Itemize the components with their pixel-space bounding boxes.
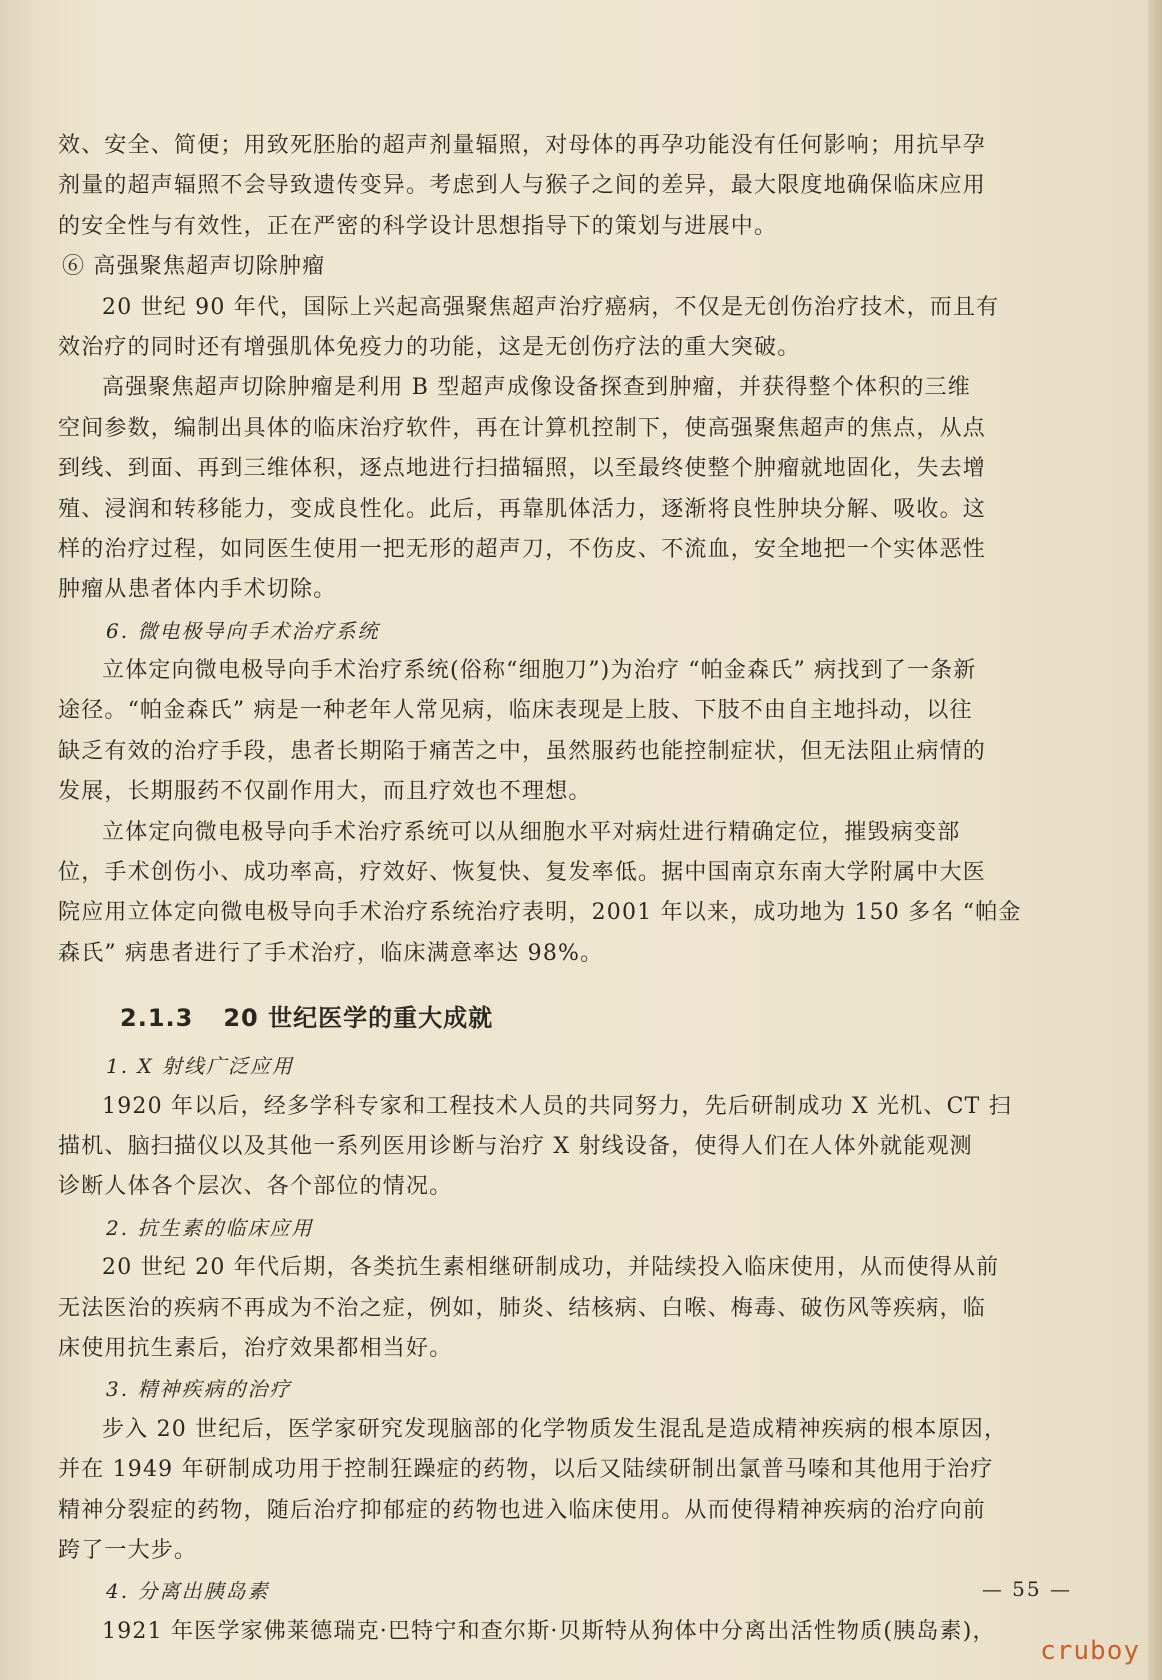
- body-line: 跨了一大步。: [58, 1537, 198, 1563]
- body-line: 的安全性与有效性，正在严密的科学设计思想指导下的策划与进展中。: [58, 213, 778, 239]
- body-line: 步入 20 世纪后，医学家研究发现脑部的化学物质发生混乱是造成精神疾病的根本原因，: [102, 1416, 1008, 1442]
- watermark: cruboy: [1040, 1636, 1140, 1666]
- subheading-xray: 1. X 射线广泛应用: [106, 1054, 295, 1079]
- body-line: 森氏” 病患者进行了手术治疗，临床满意率达 98%。: [58, 940, 604, 966]
- subheading-microelectrode: 6. 微电极导向手术治疗系统: [106, 618, 380, 643]
- body-line: 肿瘤从患者体内手术切除。: [58, 577, 337, 603]
- body-line: 1920 年以后，经多学科专家和工程技术人员的共同努力，先后研制成功 X 光机、CT 扫: [102, 1093, 1012, 1119]
- body-line: 空间参数，编制出具体的临床治疗软件，再在计算机控制下，使高强聚焦超声的焦点，从点: [58, 415, 987, 441]
- body-line: 20 世纪 20 年代后期，各类抗生素相继研制成功，并陆续投入临床使用，从而使得从前: [102, 1255, 1000, 1281]
- page-binding-edge: [1148, 0, 1162, 1680]
- body-line: 效、安全、简便；用致死胚胎的超声剂量辐照，对母体的再孕功能没有任何影响；用抗早孕: [58, 133, 987, 158]
- subheading-mental-illness: 3. 精神疾病的治疗: [106, 1377, 292, 1402]
- body-line: 位，手术创伤小、成功率高，疗效好、恢复快、复发率低。据中国南京东南大学附属中大医: [58, 860, 987, 886]
- body-line: 精神分裂症的药物，随后治疗抑郁症的药物也进入临床使用。从而使得精神疾病的治疗向前: [58, 1497, 987, 1523]
- page-number: — 55 —: [981, 1577, 1072, 1601]
- body-line: 1921 年医学家佛莱德瑞克·巴特宁和查尔斯·贝斯特从狗体中分离出活性物质(胰岛素)，: [102, 1618, 996, 1644]
- body-line: 立体定向微电极导向手术治疗系统可以从细胞水平对病灶进行精确定位，摧毁病变部: [102, 819, 961, 845]
- subheading-insulin: 4. 分离出胰岛素: [106, 1579, 270, 1604]
- body-line: 诊断人体各个层次、各个部位的情况。: [58, 1174, 453, 1200]
- page-body: [58, 126, 1068, 1652]
- section-number: 2.1.3: [120, 1004, 194, 1033]
- body-line: 床使用抗生素后，治疗效果都相当好。: [58, 1335, 453, 1361]
- section-title-text: 20 世纪医学的重大成就: [223, 1004, 494, 1033]
- body-line: 20 世纪 90 年代，国际上兴起高强聚焦超声治疗癌病，不仅是无创伤治疗技术，而且有: [102, 294, 1000, 320]
- section-heading: [58, 974, 1068, 1046]
- body-line: 院应用立体定向微电极导向手术治疗系统治疗表明，2001 年以来，成功地为 150 多名 “帕金: [58, 900, 1022, 926]
- subheading-antibiotics: 2. 抗生素的临床应用: [106, 1215, 314, 1240]
- body-line: 并在 1949 年研制成功用于控制狂躁症的药物，以后又陆续研制出氯普马嗪和其他用于治疗: [58, 1457, 994, 1483]
- body-line: 立体定向微电极导向手术治疗系统(俗称“细胞刀”)为治疗 “帕金森氏” 病找到了一条新: [102, 658, 977, 684]
- body-line: 发展，长期服药不仅副作用大，而且疗效也不理想。: [58, 779, 592, 805]
- body-line: 到线、到面、再到三维体积，逐点地进行扫描辐照，以至最终使整个肿瘤就地固化，失去增: [58, 456, 987, 482]
- body-line: 殖、浸润和转移能力，变成良性化。此后，再靠肌体活力，逐渐将良性肿块分解、吸收。这: [58, 496, 987, 522]
- body-line: 剂量的超声辐照不会导致遗传变异。考虑到人与猴子之间的差异，最大限度地确保临床应用: [58, 173, 987, 199]
- body-line: 效治疗的同时还有增强肌体免疫力的功能，这是无创伤疗法的重大突破。: [58, 334, 801, 360]
- subheading-hifu: ⑥ 高强聚焦超声切除肿瘤: [62, 254, 326, 280]
- body-line: 高强聚焦超声切除肿瘤是利用 B 型超声成像设备探查到肿瘤，并获得整个体积的三维: [102, 375, 971, 401]
- body-line: 途径。“帕金森氏” 病是一种老年人常见病，临床表现是上肢、下肢不由自主地抖动，以往: [58, 698, 973, 724]
- body-line: 描机、脑扫描仪以及其他一系列医用诊断与治疗 X 射线设备，使得人们在人体外就能观测: [58, 1133, 973, 1159]
- body-line: 样的治疗过程，如同医生使用一把无形的超声刀，不伤皮、不流血，安全地把一个实体恶性: [58, 536, 987, 562]
- body-line: 缺乏有效的治疗手段，患者长期陷于痛苦之中，虽然服药也能控制症状，但无法阻止病情的: [58, 738, 987, 764]
- body-line: 无法医治的疾病不再成为不治之症，例如，肺炎、结核病、白喉、梅毒、破伤风等疾病，临: [58, 1295, 987, 1321]
